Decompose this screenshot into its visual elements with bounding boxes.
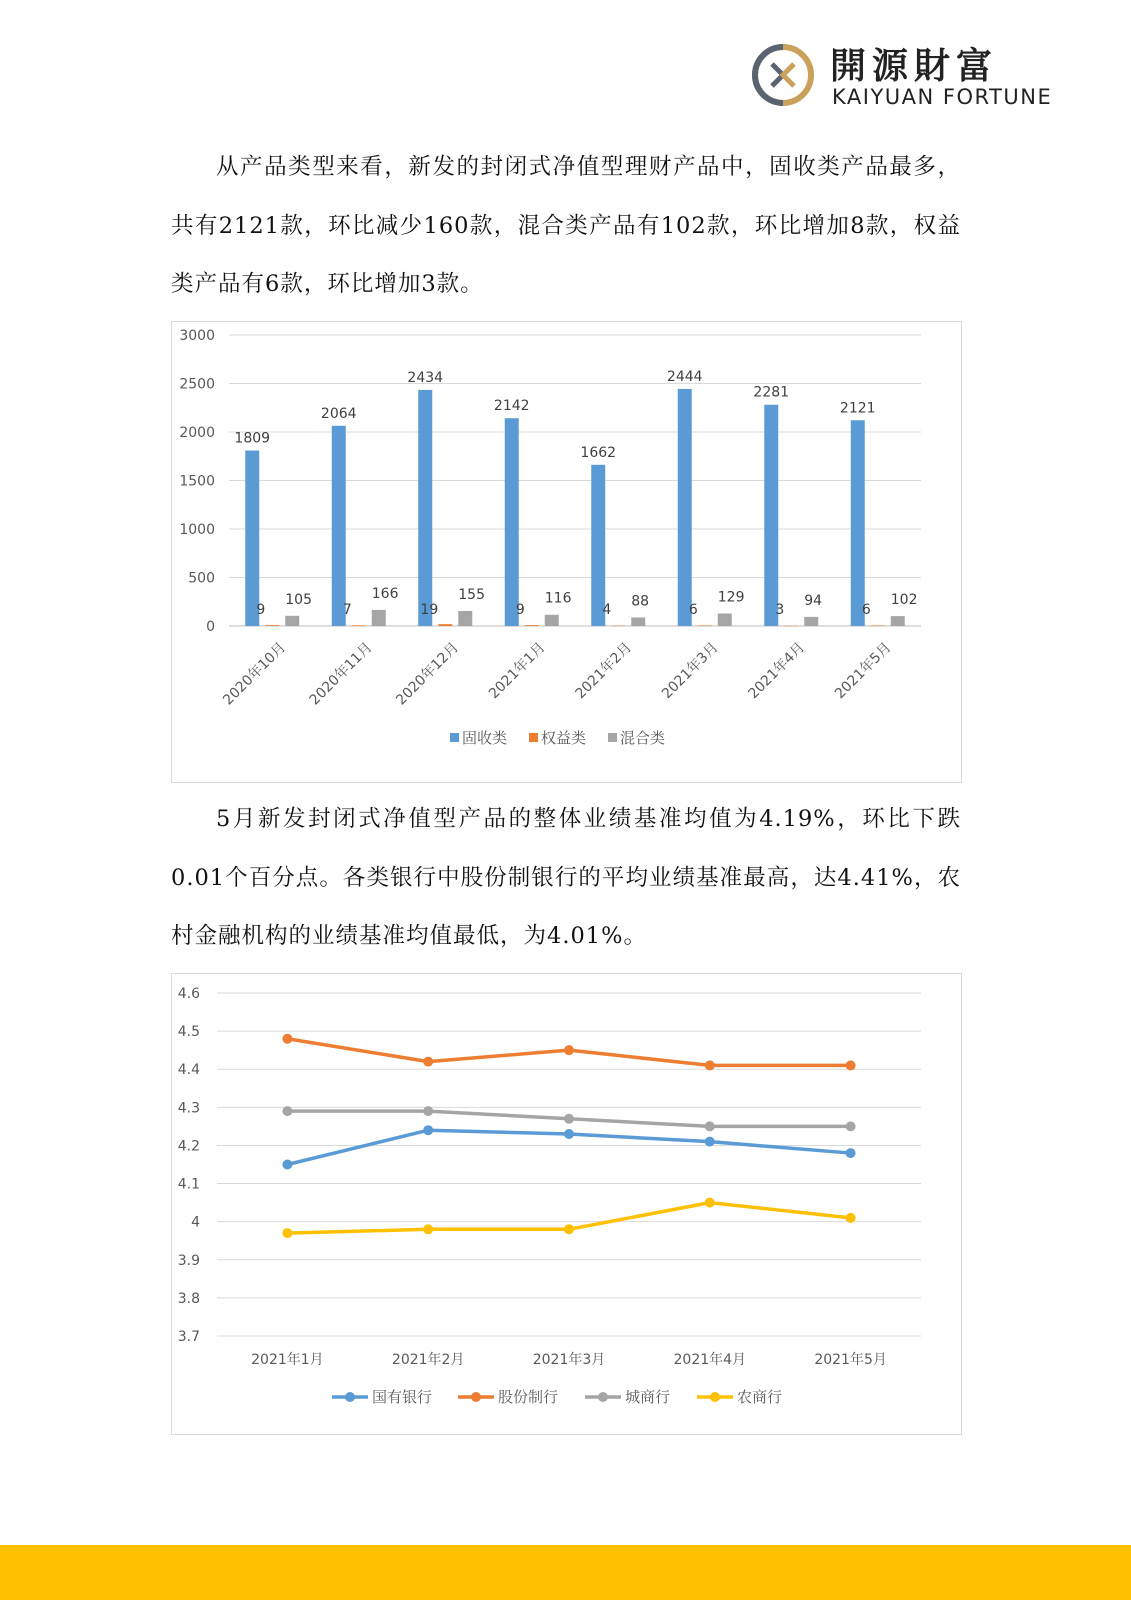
data-point (282, 1034, 292, 1044)
legend-label: 权益类 (541, 729, 587, 747)
data-point (846, 1121, 856, 1131)
bar (525, 625, 539, 626)
legend-label: 混合类 (620, 729, 666, 747)
data-point (846, 1148, 856, 1158)
bar (631, 617, 645, 626)
y-tick-label: 1500 (179, 473, 215, 490)
logo-english-name: KAIYUAN FORTUNE (832, 85, 1053, 109)
legend-label: 城商行 (625, 1388, 671, 1406)
bar (438, 624, 452, 626)
bar (418, 390, 432, 626)
x-tick-label: 2020年11月 (306, 639, 376, 709)
data-point (423, 1106, 433, 1116)
data-point (705, 1121, 715, 1131)
data-label: 2444 (666, 368, 703, 385)
bar (804, 617, 818, 626)
bar (265, 625, 279, 626)
x-tick-label: 2021年5月 (814, 1352, 887, 1368)
bar (458, 611, 472, 626)
data-point (846, 1060, 856, 1070)
data-label: 2434 (407, 369, 444, 386)
y-tick-label: 4.3 (177, 1100, 200, 1117)
bar-chart-svg (172, 322, 961, 782)
bar (678, 389, 692, 626)
data-label: 94 (804, 592, 823, 609)
bar (764, 405, 778, 626)
y-tick-label: 3.7 (177, 1329, 200, 1345)
data-label: 6 (688, 602, 698, 618)
bar (285, 616, 299, 626)
data-label: 166 (371, 585, 399, 602)
data-point (564, 1129, 574, 1139)
data-label: 7 (342, 602, 352, 618)
y-tick-label: 1000 (179, 522, 215, 538)
bar (871, 625, 885, 626)
bar (891, 616, 905, 626)
legend-swatch (529, 733, 538, 742)
x-tick-label: 2021年3月 (658, 639, 722, 703)
data-point (705, 1198, 715, 1208)
legend-marker (471, 1392, 481, 1402)
data-point (705, 1060, 715, 1070)
y-tick-label: 3.9 (177, 1252, 200, 1269)
legend-label: 固收类 (462, 729, 508, 747)
data-label: 129 (717, 589, 745, 606)
data-label: 1809 (234, 430, 271, 447)
y-tick-label: 3000 (179, 328, 215, 344)
y-tick-label: 2500 (179, 376, 215, 393)
data-label: 2064 (320, 405, 357, 422)
data-point (564, 1224, 574, 1234)
data-label: 102 (890, 592, 918, 609)
legend-marker (345, 1392, 355, 1402)
data-label: 116 (544, 590, 572, 607)
data-label: 9 (515, 602, 525, 618)
legend-label: 股份制行 (498, 1388, 559, 1406)
data-label: 88 (631, 593, 650, 610)
data-label: 19 (420, 602, 439, 618)
x-tick-label: 2021年2月 (391, 1352, 465, 1368)
kaiyuan-logo-icon (750, 42, 816, 108)
y-tick-label: 3.8 (177, 1290, 200, 1307)
data-point (423, 1125, 433, 1135)
bar (505, 418, 519, 626)
bar (698, 625, 712, 626)
legend-swatch (608, 733, 617, 742)
bar (784, 626, 798, 627)
y-tick-label: 4.4 (177, 1062, 200, 1079)
legend-label: 国有银行 (372, 1388, 433, 1406)
legend-marker (710, 1392, 720, 1402)
data-label: 155 (458, 586, 485, 603)
paragraph-benchmark-yield: 5月新发封闭式净值型产品的整体业绩基准均值为4.19%，环比下跌0.01个百分点。各类银行中股份制银行的平均业绩基准最高，达4.41%，农村金融机构的业绩基准均值最低，为4.01%。 (171, 806, 961, 949)
data-point (564, 1045, 574, 1055)
data-label: 2281 (753, 384, 790, 401)
y-tick-label: 4.1 (177, 1176, 200, 1193)
legend-marker (598, 1392, 608, 1402)
x-tick-label: 2021年1月 (251, 1352, 324, 1368)
bar (611, 626, 625, 627)
bar (851, 420, 865, 626)
data-label: 3 (775, 602, 785, 618)
paragraph-product-types: 从产品类型来看，新发的封闭式净值型理财产品中，固收类产品最多，共有2121款，环比减少160款，混合类产品有102款，环比增加8款，权益类产品有6款，环比增加3款。 (171, 154, 961, 297)
x-tick-label: 2020年10月 (220, 639, 290, 709)
y-tick-label: 4.5 (177, 1024, 200, 1041)
line-chart-svg (172, 974, 961, 1434)
x-tick-label: 2021年5月 (831, 639, 895, 703)
bar (545, 615, 559, 626)
x-tick-label: 2021年3月 (532, 1352, 606, 1368)
data-point (282, 1228, 292, 1238)
bar (372, 610, 386, 626)
data-label: 4 (602, 602, 612, 618)
bar (352, 625, 366, 626)
data-label: 9 (256, 602, 266, 618)
data-label: 2121 (839, 400, 876, 417)
data-point (423, 1224, 433, 1234)
x-tick-label: 2021年2月 (572, 639, 636, 703)
data-label: 1662 (580, 444, 617, 461)
y-tick-label: 500 (188, 570, 215, 587)
bar (332, 426, 346, 626)
data-label: 6 (861, 602, 871, 618)
x-tick-label: 2020年12月 (393, 639, 463, 709)
legend-swatch (450, 733, 459, 742)
legend-label: 农商行 (737, 1388, 783, 1406)
bar (245, 451, 259, 626)
data-point (282, 1106, 292, 1116)
data-point (705, 1137, 715, 1147)
data-label: 105 (285, 591, 312, 608)
line-chart-bank-benchmark (171, 973, 962, 1435)
data-point (423, 1057, 433, 1067)
data-label: 2142 (493, 398, 530, 415)
bar (718, 613, 732, 626)
y-tick-label: 4.6 (177, 986, 200, 1002)
data-point (564, 1114, 574, 1124)
x-tick-label: 2021年4月 (745, 639, 809, 703)
y-tick-label: 2000 (179, 425, 215, 441)
y-tick-label: 0 (206, 619, 215, 635)
data-point (846, 1213, 856, 1223)
company-logo (750, 38, 1053, 112)
data-point (282, 1160, 292, 1170)
y-tick-label: 4 (191, 1214, 200, 1231)
footer-bar (0, 1545, 1131, 1600)
y-tick-label: 4.2 (177, 1138, 200, 1155)
x-tick-label: 2021年4月 (673, 1352, 747, 1368)
bar-chart-product-types (171, 321, 962, 783)
logo-chinese-name: 開源財富 (830, 46, 999, 87)
x-tick-label: 2021年1月 (485, 639, 549, 703)
